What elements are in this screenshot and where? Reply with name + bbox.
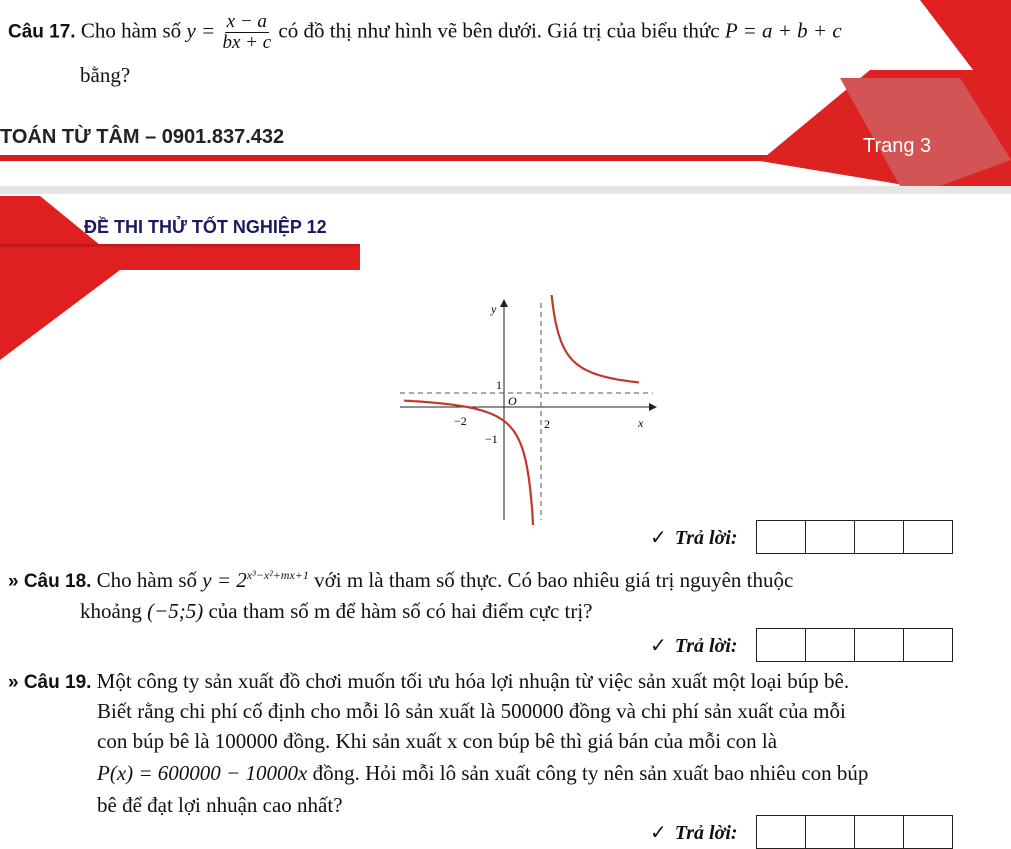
q18-marker: » bbox=[8, 571, 19, 592]
question-18-line2 bbox=[80, 596, 593, 626]
answer-cell[interactable] bbox=[757, 521, 806, 553]
q19-marker: » bbox=[8, 672, 19, 693]
q17-fraction-denominator: bx + c bbox=[222, 32, 272, 53]
answer-cell[interactable] bbox=[904, 521, 952, 553]
q19-line2: Biết rằng chi phí cố định cho mỗi lô sản xuất là 500000 đồng và chi phí sản xuất của mỗi bbox=[97, 699, 846, 723]
answer-cell[interactable] bbox=[806, 629, 855, 661]
q17-text-c: bằng? bbox=[80, 63, 131, 87]
answer-cell[interactable] bbox=[855, 629, 904, 661]
q17-fraction bbox=[220, 12, 273, 53]
answer-boxes-18 bbox=[756, 628, 953, 662]
question-19-line4 bbox=[97, 758, 868, 788]
author-contact: TOÁN TỪ TÂM – 0901.837.432 bbox=[0, 126, 285, 148]
graph-upper-branch bbox=[546, 295, 639, 382]
q18-func-exponent: x³−x²+mx+1 bbox=[246, 568, 309, 582]
question-19-label: Câu 19. bbox=[23, 672, 92, 693]
answer-label-text-19: Trả lời: bbox=[674, 821, 738, 844]
answer-label-19 bbox=[650, 820, 738, 845]
question-18-line1 bbox=[8, 560, 793, 597]
answer-label-text-17: Trả lời: bbox=[674, 526, 738, 549]
answer-cell[interactable] bbox=[757, 816, 806, 848]
q17-y-eq: y = bbox=[186, 18, 216, 43]
checkmark-icon: ✓ bbox=[650, 634, 667, 657]
answer-row-17 bbox=[650, 520, 953, 554]
q17-text-b: có đồ thị như hình vẽ bên dưới. Giá trị của biểu thức bbox=[278, 18, 720, 43]
answer-cell[interactable] bbox=[855, 521, 904, 553]
answer-label-17 bbox=[650, 525, 738, 550]
q18-line2-a: khoảng bbox=[80, 599, 142, 623]
q17-expression: P = a + b + c bbox=[724, 18, 842, 43]
q17-fraction-numerator: x − a bbox=[226, 11, 267, 32]
question-19-line1 bbox=[8, 666, 849, 698]
answer-cell[interactable] bbox=[806, 521, 855, 553]
q17-text-a: Cho hàm số bbox=[80, 18, 182, 43]
answer-cell[interactable] bbox=[806, 816, 855, 848]
q19-line1: Một công ty sản xuất đồ chơi muốn tối ưu hóa lợi nhuận từ việc sản xuất một loại búp bê. bbox=[96, 669, 850, 693]
answer-boxes-19 bbox=[756, 815, 953, 849]
graph-origin-label: O bbox=[508, 394, 517, 408]
exam-title: ĐỀ THI THỬ TỐT NGHIỆP 12 bbox=[84, 217, 327, 237]
q18-interval: (−5;5) bbox=[147, 599, 204, 623]
q18-func-base: y = 2 bbox=[202, 568, 247, 592]
graph-tick-neg1: −1 bbox=[485, 432, 498, 446]
graph-tick-1: 1 bbox=[496, 378, 502, 392]
function-graph bbox=[395, 295, 660, 525]
q19-price-formula: P(x) = 600000 − 10000x bbox=[97, 761, 308, 785]
answer-cell[interactable] bbox=[904, 629, 952, 661]
q18-text-a: Cho hàm số bbox=[96, 568, 198, 592]
answer-cell[interactable] bbox=[757, 629, 806, 661]
answer-cell[interactable] bbox=[855, 816, 904, 848]
checkmark-icon: ✓ bbox=[650, 526, 667, 549]
graph-lower-branch bbox=[404, 401, 535, 525]
graph-x-label: x bbox=[638, 416, 644, 430]
question-18-label: Câu 18. bbox=[23, 571, 92, 592]
page-number: Trang 3 bbox=[863, 135, 932, 157]
q19-line5: bê để đạt lợi nhuận cao nhất? bbox=[97, 793, 343, 817]
q18-line2-b: của tham số m để hàm số có hai điểm cực trị? bbox=[208, 599, 593, 623]
answer-cell[interactable] bbox=[904, 816, 952, 848]
checkmark-icon: ✓ bbox=[650, 821, 667, 844]
graph-tick-neg2: −2 bbox=[454, 414, 467, 428]
question-17-line1 bbox=[8, 12, 842, 53]
graph-y-label: y bbox=[491, 302, 497, 316]
q18-text-b: với m là tham số thực. Có bao nhiêu giá trị nguyên thuộc bbox=[314, 568, 794, 592]
answer-boxes-17 bbox=[756, 520, 953, 554]
q19-line4-text: đồng. Hỏi mỗi lô sản xuất công ty nên sản xuất bao nhiêu con búp bbox=[312, 761, 869, 785]
answer-label-text-18: Trả lời: bbox=[674, 634, 738, 657]
answer-row-19 bbox=[650, 815, 953, 849]
graph-tick-2: 2 bbox=[544, 417, 550, 431]
answer-label-18 bbox=[650, 633, 738, 658]
q18-function bbox=[202, 568, 309, 592]
q19-line3: con búp bê là 100000 đồng. Khi sản xuất x con búp bê thì giá bán của mỗi con là bbox=[97, 729, 778, 753]
answer-row-18 bbox=[650, 628, 953, 662]
question-17-label: Câu 17. bbox=[8, 21, 76, 43]
